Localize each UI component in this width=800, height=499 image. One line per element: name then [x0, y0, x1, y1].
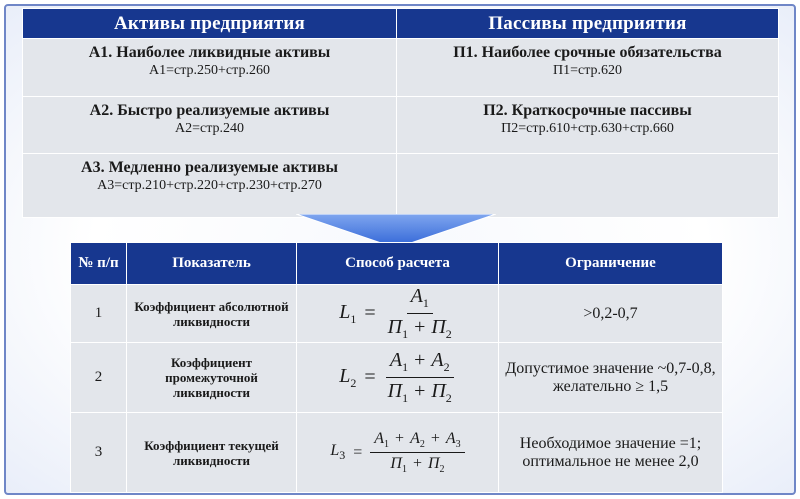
table-header-row: [23, 9, 779, 39]
assets-header: Активы предприятия: [23, 9, 397, 39]
table-row: [71, 285, 723, 343]
formula-term: $П_2$: [431, 316, 452, 341]
table-row: [71, 413, 723, 493]
formula-term: $A_2$: [410, 429, 425, 450]
indicator-name: Коэффициент промежуточной ликвидности: [127, 343, 297, 413]
asset-cell-a2: [23, 97, 397, 153]
asset-cell-a1: [23, 39, 397, 97]
liability-cell-p2: [397, 97, 779, 153]
indicator-name: Коэффициент текущей ликвидности: [127, 413, 297, 493]
liability-title: П1. Наиболее срочные обязательства: [453, 44, 722, 62]
formula-term: $П_2$: [431, 380, 452, 405]
formula-operator: +: [414, 349, 426, 371]
liability-title: П2. Краткосрочные пассивы: [483, 102, 692, 120]
limit-value: Допустимое значение ~0,7-0,8, желательно ≥ 1,5: [499, 343, 723, 413]
asset-cell-a3: [23, 153, 397, 217]
limit-value: >0,2-0,7: [499, 285, 723, 343]
formula-cell: [297, 343, 499, 413]
formula-fraction: [370, 430, 464, 475]
formula-term: $A_1$: [410, 285, 429, 310]
formula-lhs: $L_2$: [339, 364, 357, 390]
formula-equals: =: [364, 366, 376, 388]
indicator-header: Показатель: [127, 243, 297, 285]
liability-cell-p1: [397, 39, 779, 97]
table-row: [23, 153, 779, 217]
formula-lhs: $L_1$: [339, 300, 357, 326]
assets-liabilities-table: [22, 8, 779, 218]
liability-formula: П2=стр.610+стр.630+стр.660: [501, 121, 674, 137]
formula-operator: +: [414, 380, 426, 402]
formula-numerator: [370, 430, 464, 453]
formula: [339, 285, 456, 342]
formula-numerator: [386, 349, 454, 378]
liabilities-header: Пассивы предприятия: [397, 9, 779, 39]
formula-numerator: [407, 285, 433, 314]
formula: [339, 349, 456, 406]
formula-equals: =: [353, 443, 363, 461]
liability-cell-empty: [397, 153, 779, 217]
formula-term: $A_3$: [445, 429, 461, 450]
asset-title: А3. Медленно реализуемые активы: [81, 158, 338, 176]
formula-operator: +: [412, 455, 422, 472]
formula-cell: [297, 285, 499, 343]
liability-formula: П1=стр.620: [552, 63, 622, 79]
limit-value: Необходимое значение =1; оптимальное не менее 2,0: [499, 413, 723, 493]
asset-title: А2. Быстро реализуемые активы: [89, 102, 330, 120]
table-row: [71, 343, 723, 413]
formula-operator: +: [414, 316, 426, 338]
formula-term: $A_1$: [374, 429, 390, 450]
formula-term: $П_1$: [390, 455, 407, 476]
asset-formula: А3=стр.210+стр.220+стр.230+стр.270: [97, 177, 322, 193]
formula-term: $П_1$: [387, 380, 409, 405]
formula-denominator: [384, 314, 456, 342]
formula-fraction: [384, 285, 456, 342]
num-header: № п/п: [71, 243, 127, 285]
formula-term: $A_2$: [431, 349, 450, 374]
liquidity-ratios-table: [70, 242, 723, 493]
row-number: 1: [71, 285, 127, 343]
formula-term: $П_1$: [387, 316, 409, 341]
formula-term: $A_1$: [389, 349, 409, 374]
table-row: [23, 97, 779, 153]
row-number: 3: [71, 413, 127, 493]
asset-title: А1. Наиболее ликвидные активы: [88, 44, 331, 62]
indicator-name: Коэффициент абсолютной ликвидности: [127, 285, 297, 343]
formula-equals: =: [364, 302, 376, 324]
limit-header: Ограничение: [499, 243, 723, 285]
asset-formula: А2=стр.240: [174, 121, 244, 137]
formula-operator: +: [395, 429, 405, 447]
row-number: 2: [71, 343, 127, 413]
formula-lhs: $L_3$: [330, 441, 346, 463]
formula-term: $П_2$: [427, 455, 445, 476]
table-header-row: [71, 243, 723, 285]
formula-fraction: [384, 349, 456, 406]
formula-denominator: [386, 453, 448, 475]
formula-cell: [297, 413, 499, 493]
method-header: Способ расчета: [297, 243, 499, 285]
asset-formula: А1=стр.250+стр.260: [149, 63, 270, 79]
table-row: [23, 39, 779, 97]
formula-denominator: [384, 378, 456, 406]
formula-operator: +: [430, 429, 440, 447]
formula: [330, 430, 464, 475]
